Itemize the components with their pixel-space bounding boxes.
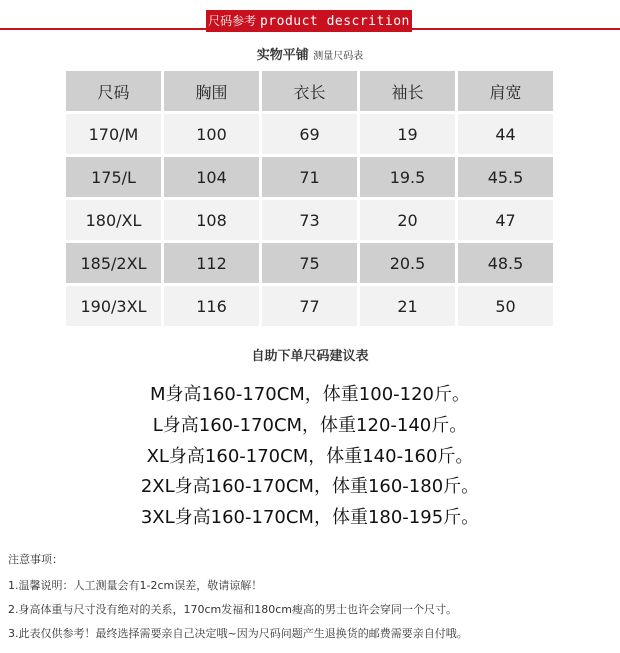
table-row xyxy=(66,243,553,283)
suggestion-line: 3XL身高160-170CM，体重180-195斤。 xyxy=(140,507,480,528)
table-cell: 104 xyxy=(164,157,259,197)
header-cell: 胸围 xyxy=(164,71,259,111)
table-header-row xyxy=(66,71,553,111)
table-cell: 185/2XL xyxy=(66,243,161,283)
header-cell: 尺码 xyxy=(66,71,161,111)
table-cell: 44 xyxy=(458,114,553,154)
table-cell: 48.5 xyxy=(458,243,553,283)
size-table xyxy=(63,68,556,329)
table-cell: 112 xyxy=(164,243,259,283)
table-cell: 75 xyxy=(262,243,357,283)
suggestion-line: XL身高160-170CM，体重140-160斤。 xyxy=(146,446,474,467)
table-cell: 20.5 xyxy=(360,243,455,283)
header-cell: 肩宽 xyxy=(458,71,553,111)
table-cell: 50 xyxy=(458,286,553,326)
table-cell: 180/XL xyxy=(66,200,161,240)
note-item: 1.温馨说明：人工测量会有1-2cm误差，敬请谅解！ xyxy=(8,579,263,592)
table-cell: 71 xyxy=(262,157,357,197)
table-cell: 170/M xyxy=(66,114,161,154)
table-row xyxy=(66,114,553,154)
table-cell: 116 xyxy=(164,286,259,326)
table-cell: 69 xyxy=(262,114,357,154)
subtitle-main: 实物平铺 xyxy=(256,48,309,63)
notes-title: 注意事项： xyxy=(8,553,63,566)
table-cell: 45.5 xyxy=(458,157,553,197)
table-row xyxy=(66,286,553,326)
table-cell: 21 xyxy=(360,286,455,326)
table-cell: 190/3XL xyxy=(66,286,161,326)
table-row xyxy=(66,157,553,197)
table-cell: 73 xyxy=(262,200,357,240)
table-cell: 100 xyxy=(164,114,259,154)
table-cell: 20 xyxy=(360,200,455,240)
header-label-cn: 尺码参考 xyxy=(208,14,257,28)
header-tab xyxy=(206,10,412,32)
suggestion-title: 自助下单尺码建议表 xyxy=(251,349,369,364)
header-label-en: product descrition xyxy=(259,14,410,29)
suggestion-line: L身高160-170CM，体重120-140斤。 xyxy=(152,415,468,436)
table-subtitle xyxy=(0,44,620,63)
table-row xyxy=(66,200,553,240)
suggestion-line: 2XL身高160-170CM，体重160-180斤。 xyxy=(140,476,480,497)
table-cell: 108 xyxy=(164,200,259,240)
section-header xyxy=(0,10,620,34)
note-item: 3.此表仅供参考！最终选择需要亲自己决定哦~因为尺码问题产生退换货的邮费需要亲自付哦。 xyxy=(8,627,468,640)
table-cell: 19.5 xyxy=(360,157,455,197)
header-cell: 袖长 xyxy=(360,71,455,111)
subtitle-small: 测量尺码表 xyxy=(313,51,364,62)
suggestion-line: M身高160-170CM，体重100-120斤。 xyxy=(149,384,471,405)
header-cell: 衣长 xyxy=(262,71,357,111)
table-cell: 175/L xyxy=(66,157,161,197)
table-cell: 77 xyxy=(262,286,357,326)
table-cell: 19 xyxy=(360,114,455,154)
table-cell: 47 xyxy=(458,200,553,240)
note-item: 2.身高体重与尺寸没有绝对的关系，170cm发福和180cm瘦高的男士也许会穿同一个尺寸。 xyxy=(8,603,458,616)
